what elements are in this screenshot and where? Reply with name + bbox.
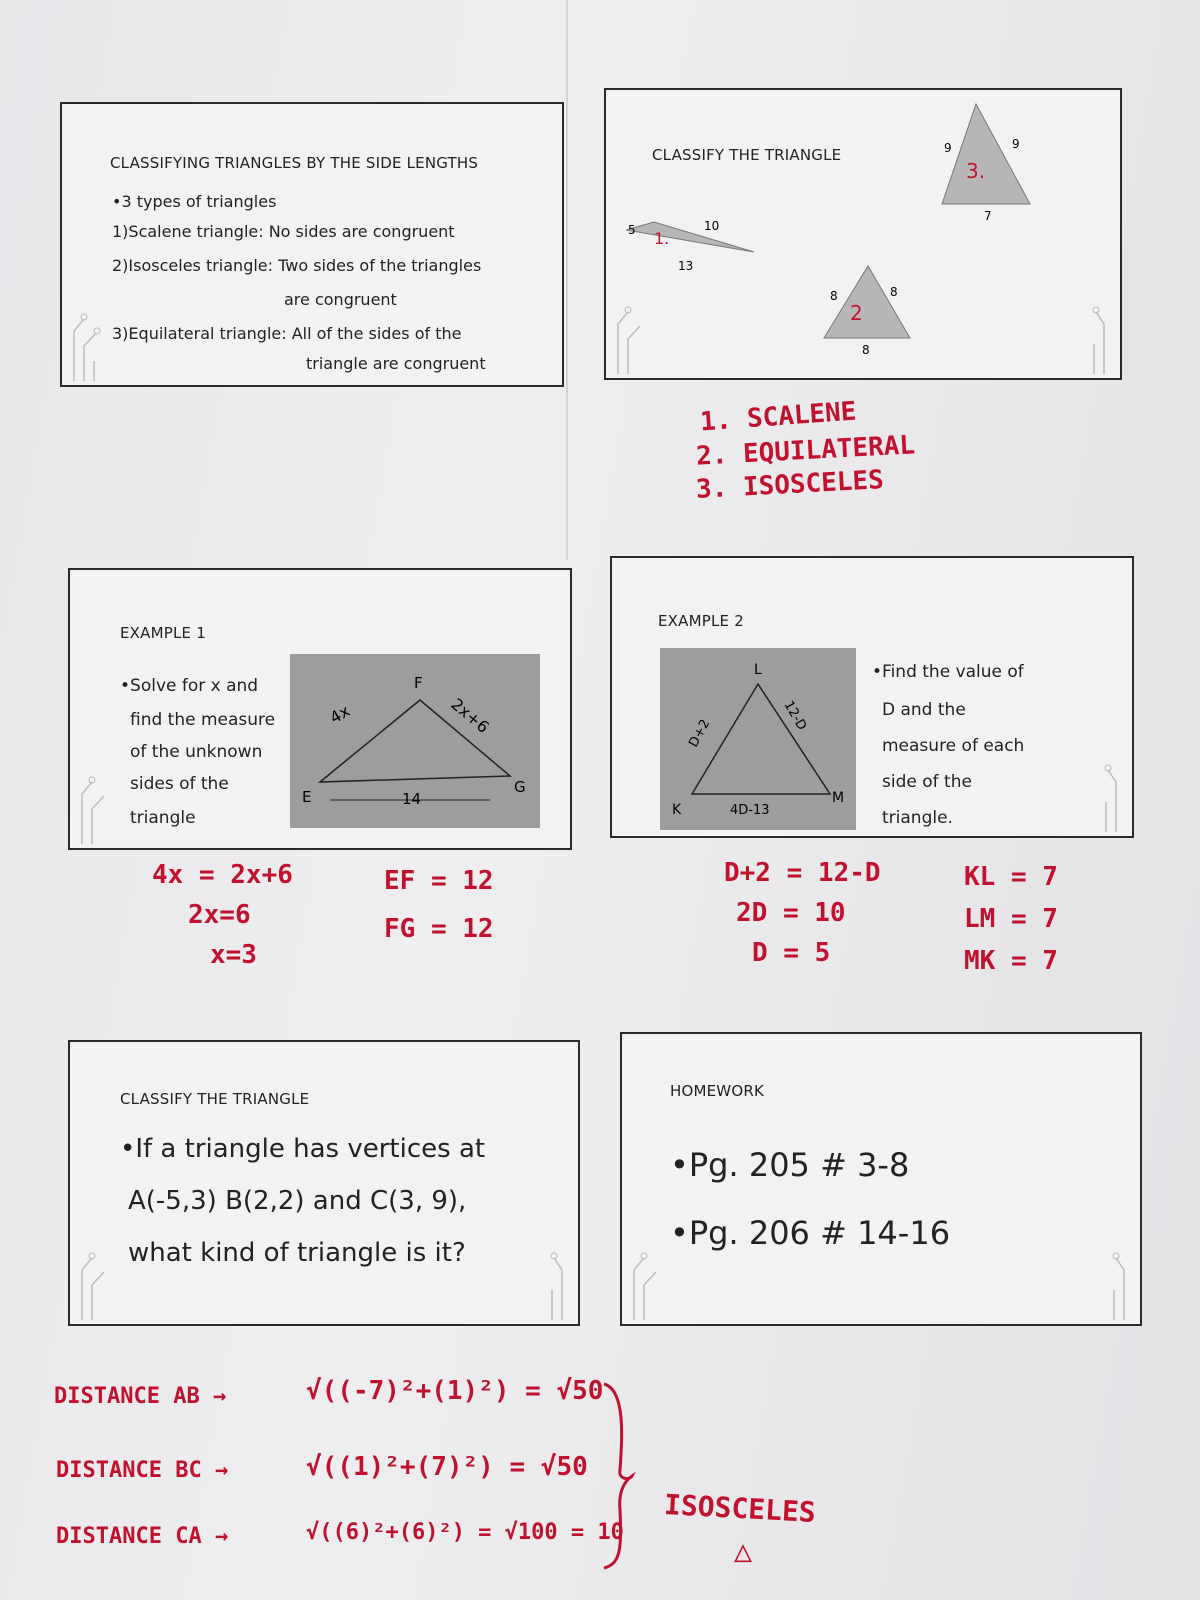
slide-line: D and the [882, 700, 966, 720]
slide-title: HOMEWORK [670, 1082, 765, 1100]
slide-line: find the measure [130, 710, 276, 730]
side-left-label: D+2 [686, 717, 714, 750]
t3-num: 3. [966, 159, 986, 183]
t2-side-b: 8 [890, 285, 898, 299]
distance-expr: √((1)²+(7)²) = √50 [306, 1452, 588, 1482]
slide-line: sides of the [130, 774, 229, 794]
vertex-l: L [754, 662, 762, 678]
vertex-m: M [832, 790, 845, 806]
slide-line: what kind of triangle is it? [128, 1238, 466, 1268]
circuit-decoration [532, 1230, 572, 1320]
paper-fold [566, 0, 568, 560]
slide-title: CLASSIFYING TRIANGLES BY THE SIDE LENGTHS [110, 154, 479, 172]
side-base-label: 14 [402, 790, 422, 808]
work-line: D = 5 [752, 938, 831, 968]
work-line: 2x=6 [188, 900, 251, 930]
example-1-photo [290, 654, 540, 828]
slide-line: •Solve for x and [120, 676, 259, 696]
vertex-g: G [514, 778, 526, 796]
triangle-3 [942, 104, 1030, 204]
result-line: EF = 12 [384, 866, 494, 896]
circuit-decoration [68, 291, 108, 381]
vertex-k: K [672, 802, 682, 818]
result-line: LM = 7 [964, 904, 1058, 934]
work-line: D+2 = 12-D [724, 858, 881, 888]
t3-side-a: 9 [944, 141, 952, 155]
answer-3: 3. ISOSCELES [695, 465, 885, 505]
triangle-symbol: △ [734, 1534, 753, 1569]
circuit-decoration [628, 1230, 668, 1320]
slide-classify-triangle-figures [604, 88, 1122, 380]
slide-classify-by-vertices [68, 1040, 580, 1326]
slide-classifying-triangles [60, 102, 564, 387]
distance-expr: √((6)²+(6)²) = √100 = 10 [306, 1520, 624, 1545]
example-2-photo [660, 648, 856, 830]
slide-example-2 [610, 556, 1134, 838]
slide-line: of the unknown [130, 742, 263, 762]
result-line: KL = 7 [964, 862, 1058, 892]
t3-side-c: 7 [984, 209, 992, 223]
homework-item: •Pg. 205 # 3-8 [670, 1146, 910, 1184]
slide-example-1 [68, 568, 572, 850]
side-left-label: 4x [326, 701, 354, 728]
t1-side-c: 13 [678, 259, 694, 273]
slide-line: triangle [130, 808, 196, 828]
side-right-label: 2x+6 [447, 694, 493, 737]
work-line: 2D = 10 [736, 898, 846, 928]
slide-line: 3)Equilateral triangle: All of the sides of the [112, 324, 462, 343]
slide-line: triangle. [882, 808, 953, 828]
work-line: 4x = 2x+6 [152, 860, 293, 890]
circuit-decoration [1074, 284, 1114, 374]
triangle-1 [626, 222, 754, 252]
slide-line: are congruent [284, 290, 397, 309]
conclusion-text: ISOSCELES [663, 1488, 817, 1529]
t1-side-a: 5 [628, 223, 636, 237]
t2-side-a: 8 [830, 289, 838, 303]
circuit-decoration [76, 754, 116, 844]
slide-line: measure of each [882, 736, 1025, 756]
circuit-decoration [76, 1230, 116, 1320]
work-line: x=3 [210, 940, 257, 970]
side-base-label: 4D-13 [730, 803, 770, 818]
result-line: FG = 12 [384, 914, 494, 944]
distance-label: DISTANCE BC → [56, 1458, 229, 1483]
slide-line: triangle are congruent [306, 354, 486, 373]
circuit-decoration [612, 284, 652, 374]
slide-homework [620, 1032, 1142, 1326]
slide-title: CLASSIFY THE TRIANGLE [652, 146, 842, 164]
t1-num: 1. [654, 229, 670, 248]
slide-line: 2)Isosceles triangle: Two sides of the triangles [112, 256, 482, 275]
slide-line: •Find the value of [872, 662, 1024, 682]
vertex-f: F [414, 674, 423, 692]
slide-title: EXAMPLE 2 [658, 612, 744, 630]
homework-item: •Pg. 206 # 14-16 [670, 1214, 951, 1252]
answer-1: 1. SCALENE [699, 396, 858, 438]
distance-label: DISTANCE AB → [54, 1384, 227, 1409]
circuit-decoration [1094, 1230, 1134, 1320]
t1-side-b: 10 [704, 219, 720, 233]
slide-line: side of the [882, 772, 972, 792]
circuit-decoration [1086, 742, 1126, 832]
slide-title: CLASSIFY THE TRIANGLE [120, 1090, 310, 1108]
answer-2: 2. EQUILATERAL [695, 430, 916, 472]
result-line: MK = 7 [964, 946, 1058, 976]
slide-line: •3 types of triangles [112, 192, 277, 211]
slide-line: 1)Scalene triangle: No sides are congruent [112, 222, 455, 241]
t2-num: 2 [850, 301, 863, 325]
t3-side-b: 9 [1012, 137, 1020, 151]
slide-line: •If a triangle has vertices at [120, 1134, 486, 1164]
slide-title: EXAMPLE 1 [120, 624, 206, 642]
distance-expr: √((-7)²+(1)²) = √50 [306, 1376, 604, 1406]
t2-side-c: 8 [862, 343, 870, 357]
side-right-label: 12-D [780, 698, 810, 734]
triangle-figures [606, 90, 1122, 380]
distance-label: DISTANCE CA → [56, 1524, 229, 1549]
brace [600, 1380, 640, 1570]
vertex-e: E [302, 788, 312, 806]
slide-line: A(-5,3) B(2,2) and C(3, 9), [128, 1186, 467, 1216]
